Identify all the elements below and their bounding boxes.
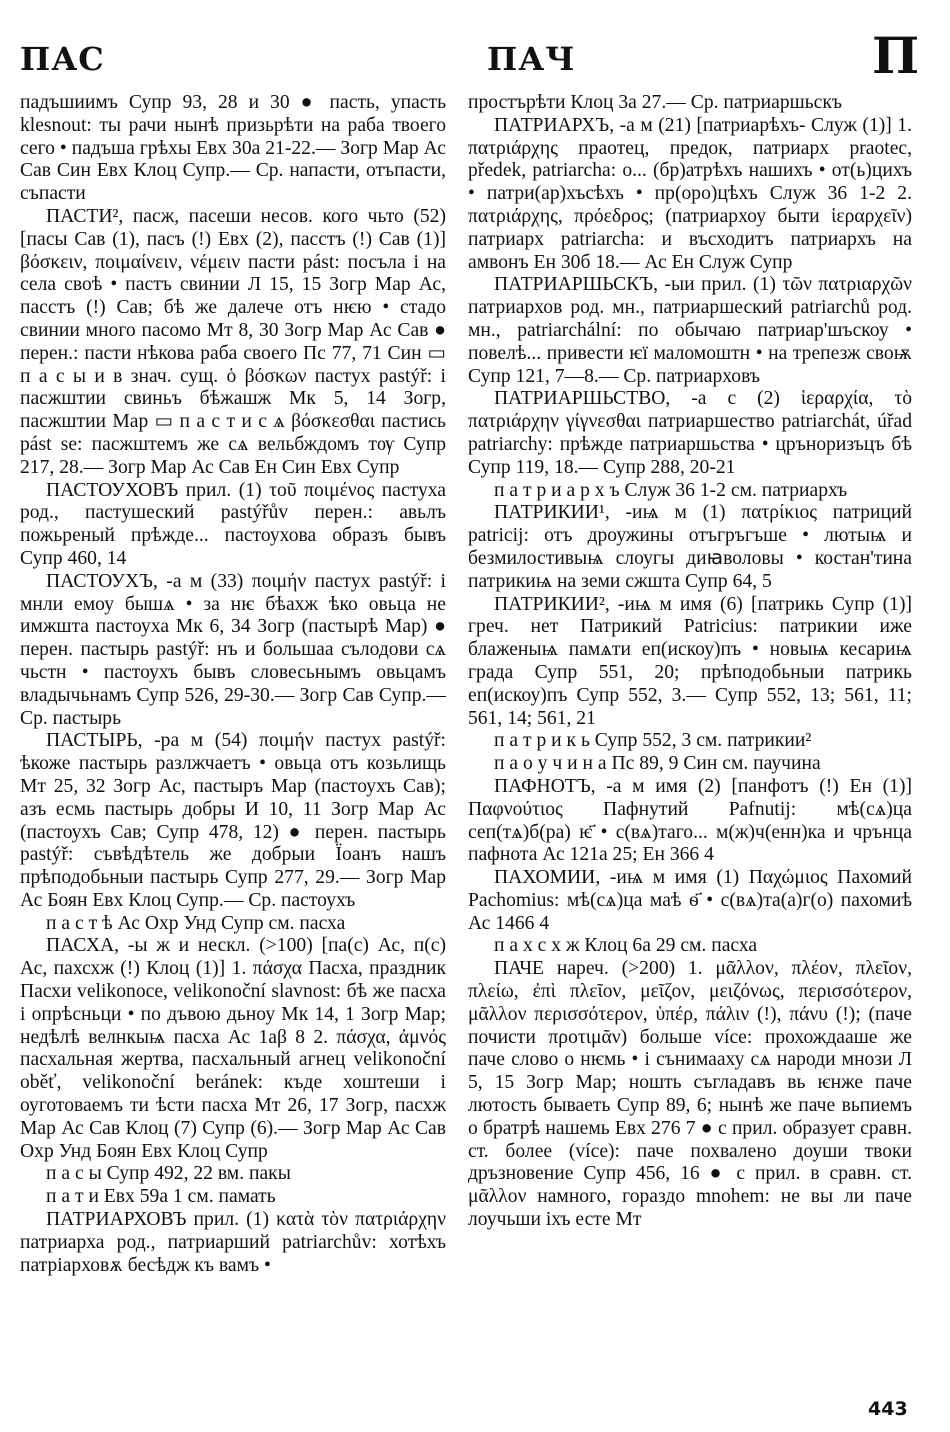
running-head-center: ПАЧ xyxy=(487,40,576,78)
entry-paskha: ПАСХА, -ы ж и нескл. (>100) [па(с) Ас, п(с) Ас, пахсхж (!) Клоц (1)] 1. πάσχα Пасха, праздник Пасхи velikonoce, velikonoční slavnost: бѣ же пасха i опрѣсньци • по дъвою дьноу Мк 14, 1 Зогр Мар; недѣлѣ велнкыѩ пасха Ас 1аβ 8 2. πάσχα, ἀμνός пасхальная жертва, пасхальный агнец velikonoční oběť, velikonoční beránek: къде хоштеши i оуготоваемъ ти ѣсти пасха Мт 26, 17 Зогр, пасхж Мар Ас Сав Клоц (7) Супр (6).— Зогр Мар Ас Сав Охр Унд Боян Евх Клоц Супр xyxy=(20,935,446,1162)
entry-continuation-right: простърѣти Клоц 3а 27.— Ср. патриаршьскъ xyxy=(468,92,843,113)
entry-patriarkhov: ПАТРИАРХОВЪ прил. (1) κατὰ τὸν πατριάρχην патриарха род., патриарший patriarchův: хотѣхъ патрiарховѫ бесѣдж къ вамъ • xyxy=(20,1209,446,1276)
entry-patriarshsk: ПАТРИАРШЬСКЪ, -ыи прил. (1) τῶν πατριαρχῶν патриархов род. мн., патриаршеский patriarchů род. мн., patriarchální: по обычаю патриар'шъскоу • повелѣ... привести ѥї маломоштн • на трепезж своѭ Супр 121, 7—8.— Ср. патриарховъ xyxy=(468,274,912,387)
left-column xyxy=(20,92,446,1277)
entry-pastoukh: ПАСТОУХЪ, -а м (33) ποιμήν пастух pastýř: i мнли емоу бышѧ • за нѥ бѣахж ѣко овьца не имжшта пастоуха Мк 6, 34 Зогр (пастырѣ Мар) ● перен. пастырь pastýř: нъ и большаа сълодови сѧ чьстн • пастоухъ бывъ словесьнымъ овьцамъ владычьнамъ Супр 526, 29-30.— Зогр Сав Супр.— Ср. пастырь xyxy=(20,570,446,729)
page-number: 443 xyxy=(868,1398,908,1420)
entry-patriarkh-ref: п а т р и а р х ъ Служ 36 1-2 см. патриархъ xyxy=(494,479,848,501)
entry-paouchina-ref: п а о у ч и н а Пс 89, 9 Син см. паучина xyxy=(494,753,821,775)
entry-pakhskh-ref: п а х с х ж Клоц 6а 29 см. пасха xyxy=(494,935,758,957)
entry-patrikii-2: ПАТРИКИИ², -иѩ м имя (6) [патрикь Супр (1)] греч. нет Патрикий Patricius: патрикии иже блаженыѩ памѧти еп(искоу)пъ • новыѩ кесариѩ града Супр 551, 20; прѣподобьныи патрикь еп(искоу)пъ Супр 552, 3.— Супр 552, 13; 561, 11; 561, 14; 561, 21 xyxy=(468,593,912,729)
section-letter: П xyxy=(872,26,920,85)
entry-pache: ПАЧЕ нареч. (>200) 1. μᾶλλον, πλέον, πλεῖον, πλείω, ἐπὶ πλεῖον, μεῖζον, μειζόνως, περισσότερον, μᾶλλον περισσότερον, ὑπέρ, πάλιν (!), πάνυ (!); (паче почисти προτιμᾶν) больше více: прохождааше же паче слово о нѥмь • i сънимааху сѧ народи мнози Л 5, 15 Зогр Мар; ношть съгладавъ вь ѥнже паче лютость бываеть Супр 89, 6; нынѣ же паче вьпиемъ о братрѣ нашемь Евх 276 7 ● с прил. образует сравн. ст. более (více): паче похвалено доуши твоки дръзновение Супр 456, 16 ● с прил. в сравн. ст. μᾶλλον намного, гораздо mnohem: не вы ли паче лоучьши іхъ есте Мт xyxy=(468,958,912,1231)
entry-patrik-ref: п а т р и к ь Супр 552, 3 см. патрикии² xyxy=(494,730,812,752)
entry-patriarkh: ПАТРИАРХЪ, -а м (21) [патриарѣхъ- Служ (1)] 1. πατριάρχης праотец, предок, патриарх praotec, předek, patriarcha: о... (бр)атрѣхъ нашихъ • от(ь)цихъ • патри(ар)хъсѣхъ • пр(оро)цѣхъ Служ 36 1-2 2. πατριάρχης, πρόεδρος; (патриархоу быти ἱεραρχεῖν) патриарх patriarcha: и въсходитъ патриархъ на амвонъ Ен 30б 18.— Ас Ен Служ Супр xyxy=(468,114,912,273)
right-column xyxy=(468,92,912,1232)
entry-pastyr: ПАСТЫРЬ, -ра м (54) ποιμήν пастух pastýř: ѣкоже пастырь разлжчаетъ • овьца отъ козьлищь Мт 25, 32 Зогр Ас, пастыръ Мар (пастоухъ Сав); азъ есмь пастырь добры И 10, 11 Зогр Мар Ас (пастоухъ Сав; Супр 478, 12) ● перен. пастырь pastýř: съвѣдѣтель же добрыи Їоанъ нашъ прѣподобьныи пастырь Супр 277, 29.— Зогр Мар Ас Боян Евх Клоц Супр.— Ср. пастоухъ xyxy=(20,730,446,911)
entry-continuation: падъшиимъ Супр 93, 28 и 30 ● пасть, упасть klesnout: ты рачи нынѣ призьрѣти на раба твоего сего • падъша грѣхы Евх 30а 21-22.— Зогр Мар Ас Сав Син Евх Клоц Супр.— Ср. напасти, отъпасти, съпасти xyxy=(20,92,446,205)
entry-paste-ref: п а с т ѣ Ас Охр Унд Супр см. пасха xyxy=(46,912,346,934)
entry-pati-ref: п а т и Евх 59а 1 см. памать xyxy=(46,1186,276,1208)
running-head-left: ПАС xyxy=(20,40,105,78)
entry-pafnot: ПАФНОТЪ, -а м имя (2) [панфотъ (!) Ен (1)] Παφνούτιος Пафнутий Pafnutij: мѣ(сѧ)ца сеп(тѧ)б(ра) ѥ҃ • с(вѧ)таго... м(ж)ч(енн)ка и чрънца пафнота Ас 121а 25; Ен 366 4 xyxy=(468,775,912,866)
entry-pakhomii: ПАХОМИИ, -иѩ м имя (1) Παχώμιος Пахомий Pachomius: мѣ(сѧ)ца маѣ ѳ҃ • с(вѧ)та(а)г(о) пахомиѣ Ас 1466 4 xyxy=(468,867,912,934)
entry-patriarshstvo: ПАТРИАРШЬСТВО, -а с (2) ἱεραρχία, τὸ πατριάρχην γίγνεσθαι патриаршество patriarchát, úřad patriarchy: прѣжде патриаршьства • цръноризъцъ бѣ Супр 119, 18.— Супр 288, 20-21 xyxy=(468,388,912,478)
entry-pastoukhov: ПАСТОУХОВЪ прил. (1) τοῦ ποιμένος пастуха род., пастушеский pastýřův перен.: авьлъ пожьреный прѣжде... пастоухова образъ бывъ Супр 460, 14 xyxy=(20,479,446,569)
entry-pasti: ПАСТИ², пасж, пасеши несов. кого чьто (52) [пасы Сав (1), пасъ (!) Евх (2), пасстъ (!) Сав (1)] βόσκειν, ποιμαίνειν, νέμειν пасти pást: посъла i на села своѣ • пастъ свинии Л 15, 15 Зогр Мар Ас, пасстъ (!) Сав; бѣ же далече отъ нѥю • стадо свинии много пасомо Мт 8, 30 Зогр Мар Ас Сав ● перен.: пасти нѣкова раба своего Пс 77, 71 Син ▭ п а с ы и в знач. сущ. ὁ βόσκων пастух pastýř: i пасжштии свиньъ бѣжашж Мк 5, 14 Зогр, пасжштии Мар ▭ п а с т и с ѧ βόσκεσθαι пастись pást se: пасжштемъ же сѧ вельбждомъ тѹ Супр 217, 28.— Зогр Мар Ас Сав Ен Син Евх Супр xyxy=(20,205,446,478)
entry-patrikii-1: ПАТРИКИИ¹, -иѩ м (1) πατρίκιος патриций patricij: отъ дроужины отъгръгъше • лютыѩ и безмилостивыѩ слоугы диꙗволовы • костан'тина патрикиѩ на земи сжшта Супр 64, 5 xyxy=(468,502,912,592)
entry-pasy-ref: п а с ы Супр 492, 22 вм. пакы xyxy=(46,1163,291,1185)
